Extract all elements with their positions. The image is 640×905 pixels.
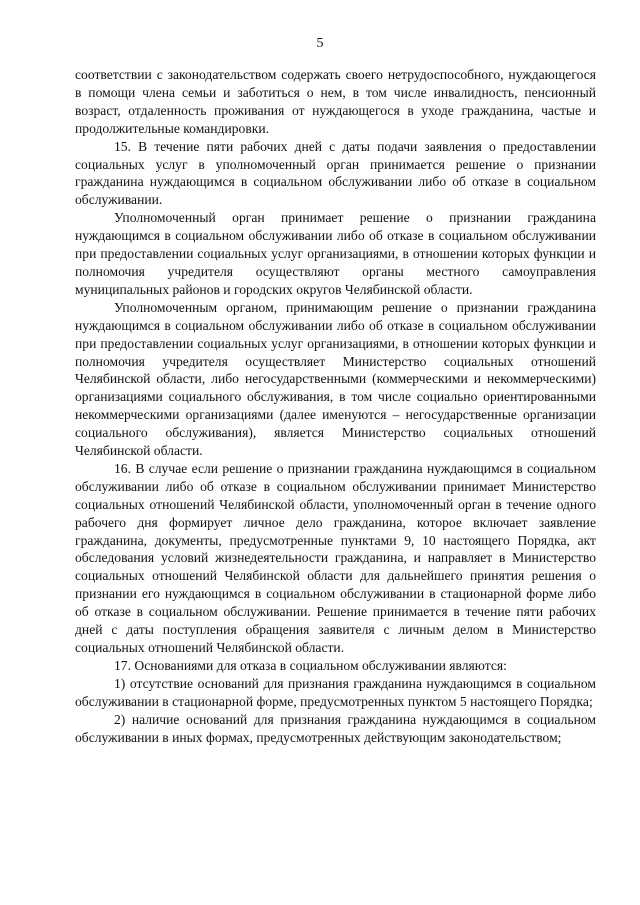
paragraph-item-15: 15. В течение пяти рабочих дней с даты подачи заявления о предоставлении социальных услуг в уполномоченный орган принимается решение о признании гражданина нуждающимся в социальном обслуживании либо об отказе в социальном обслуживании. [75,138,596,208]
paragraph-item-17-1: 1) отсутствие оснований для признания гражданина нуждающимся в социальном обслуживании в стационарной форме, предусмотренных пунктом 5 настоящего Порядка; [75,675,596,709]
paragraph-item-17: 17. Основаниями для отказа в социальном обслуживании являются: [114,657,507,673]
paragraph-continuation: соответствии с законодательством содержать своего нетрудоспособного, нуждающегося в помощи члена семьи и заботиться о нем, в том числе инвалидность, пенсионный возраст, отдаленность проживания от нуждающегося в уходе гражданина, частые и продолжительные командировки. [75,67,596,136]
paragraph-authorized-body: Уполномоченный орган принимает решение о признании гражданина нуждающимся в социальном обслуживании либо об отказе в социальном обслуживании при предоставлении социальных услуг организациями, в отношении которых функции и полномочия учредителя осуществляют органы местного самоуправления муниципальных районов и городских округов Челябинской области. [75,210,596,297]
paragraph-ministry-decision: Уполномоченным органом, принимающим решение о признании гражданина нуждающимся в социальном обслуживании либо об отказе в социальном обслуживании при предоставлении социальных услуг организациями, в отношении которых функции и полномочия учредителя осуществляет Министерство социальных отношений Челябинской области, либо негосударственными (коммерческими и некоммерческими) организациями социального обслуживания, в том числе социально ориентированными некоммерческими организациями (далее именуются – негосударственные организации социального обслуживания), является Министерство социальных отношений Челябинской области. [75,299,596,459]
page-number: 5 [316,36,324,51]
paragraph-item-16: 16. В случае если решение о признании гражданина нуждающимся в социальном обслуживании либо об отказе в социальном обслуживании принимает Министерство социальных отношений Челябинской области, уполномоченный орган в течение одного рабочего дня формирует личное дело гражданина, которое включает заявление гражданина, документы, предусмотренные пунктами 9, 10 настоящего Порядка, акт обследования условий жизнедеятельности гражданина, и направляет в Министерство социальных отношений Челябинской области для дальнейшего принятия решения о признании его нуждающимся в социальном обслуживании в стационарной форме либо об отказе в социальном обслуживании. Решение принимается в течение пяти рабочих дней с даты поступления обращения заявителя с личным делом в Министерство социальных отношений Челябинской области. [75,460,596,655]
paragraph-item-17-2: 2) наличие оснований для признания гражданина нуждающимся в социальном обслуживании в иных формах, предусмотренных действующим законодательством; [75,711,596,745]
